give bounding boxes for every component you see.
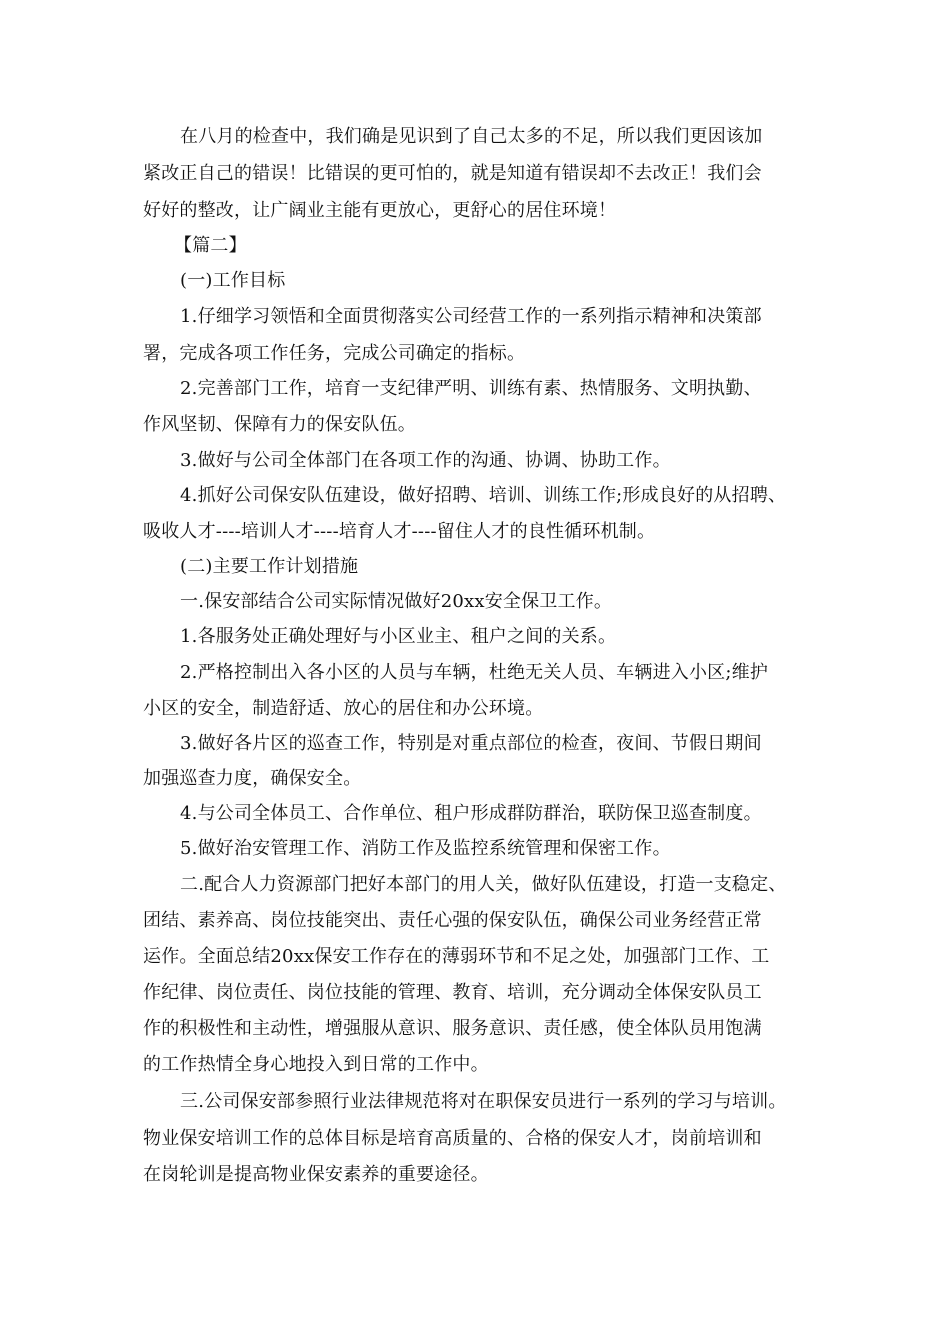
- paragraph-line: 在岗轮训是提高物业保安素养的重要途径。: [143, 1164, 489, 1185]
- list-item: 5.做好治安管理工作、消防工作及监控系统管理和保密工作。: [180, 838, 671, 859]
- list-item: 3.做好各片区的巡查工作，特别是对重点部位的检查，夜间、节假日期间: [180, 733, 762, 754]
- paragraph-line: 运作。全面总结20xx保安工作存在的薄弱环节和不足之处，加强部门工作、工: [143, 946, 770, 967]
- paragraph-line: 的工作热情全身心地投入到日常的工作中。: [143, 1054, 489, 1075]
- paragraph-line: 加强巡查力度，确保安全。: [143, 768, 362, 789]
- subsection-heading: (一)工作目标: [180, 270, 286, 291]
- list-item: 1.仔细学习领悟和全面贯彻落实公司经营工作的一系列指示精神和决策部: [180, 306, 762, 327]
- paragraph-line: 紧改正自己的错误！比错误的更可怕的，就是知道有错误却不去改正！我们会: [143, 163, 762, 184]
- list-item: 2.完善部门工作，培育一支纪律严明、训练有素、热情服务、文明执勤、: [180, 378, 762, 399]
- list-item: 4.与公司全体员工、合作单位、租户形成群防群治，联防保卫巡查制度。: [180, 803, 762, 824]
- list-item: 三.公司保安部参照行业法律规范将对在职保安员进行一系列的学习与培训。: [180, 1091, 787, 1112]
- list-item: 3.做好与公司全体部门在各项工作的沟通、协调、协助工作。: [180, 450, 671, 471]
- subsection-heading: (二)主要工作计划措施: [180, 556, 359, 577]
- paragraph-line: 作风坚韧、保障有力的保安队伍。: [143, 414, 416, 435]
- list-item: 1.各服务处正确处理好与小区业主、租户之间的关系。: [180, 626, 617, 647]
- paragraph-line: 作纪律、岗位责任、岗位技能的管理、教育、培训，充分调动全体保安队员工: [143, 982, 762, 1003]
- list-item: 二.配合人力资源部门把好本部门的用人关，做好队伍建设，打造一支稳定、: [180, 874, 787, 895]
- paragraph-line: 在八月的检查中，我们确是见识到了自己太多的不足，所以我们更因该加: [180, 126, 763, 147]
- paragraph-line: 作的积极性和主动性，增强服从意识、服务意识、责任感，使全体队员用饱满: [143, 1018, 762, 1039]
- list-item: 4.抓好公司保安队伍建设，做好招聘、培训、训练工作;形成良好的从招聘、: [180, 485, 787, 506]
- paragraph-line: 好好的整改，让广阔业主能有更放心，更舒心的居住环境！: [143, 200, 617, 221]
- paragraph-line: 小区的安全，制造舒适、放心的居住和办公环境。: [143, 698, 544, 719]
- paragraph-line: 物业保安培训工作的总体目标是培育高质量的、合格的保安人才，岗前培训和: [143, 1128, 762, 1149]
- paragraph-line: 吸收人才----培训人才----培育人才----留住人才的良性循环机制。: [143, 521, 656, 542]
- paragraph-line: 团结、素养高、岗位技能突出、责任心强的保安队伍，确保公司业务经营正常: [143, 910, 762, 931]
- list-item: 2.严格控制出入各小区的人员与车辆，杜绝无关人员、车辆进入小区;维护: [180, 662, 769, 683]
- paragraph-line: 署，完成各项工作任务，完成公司确定的指标。: [143, 343, 526, 364]
- list-item: 一.保安部结合公司实际情况做好20xx安全保卫工作。: [180, 591, 613, 612]
- section-heading: 【篇二】: [174, 235, 247, 256]
